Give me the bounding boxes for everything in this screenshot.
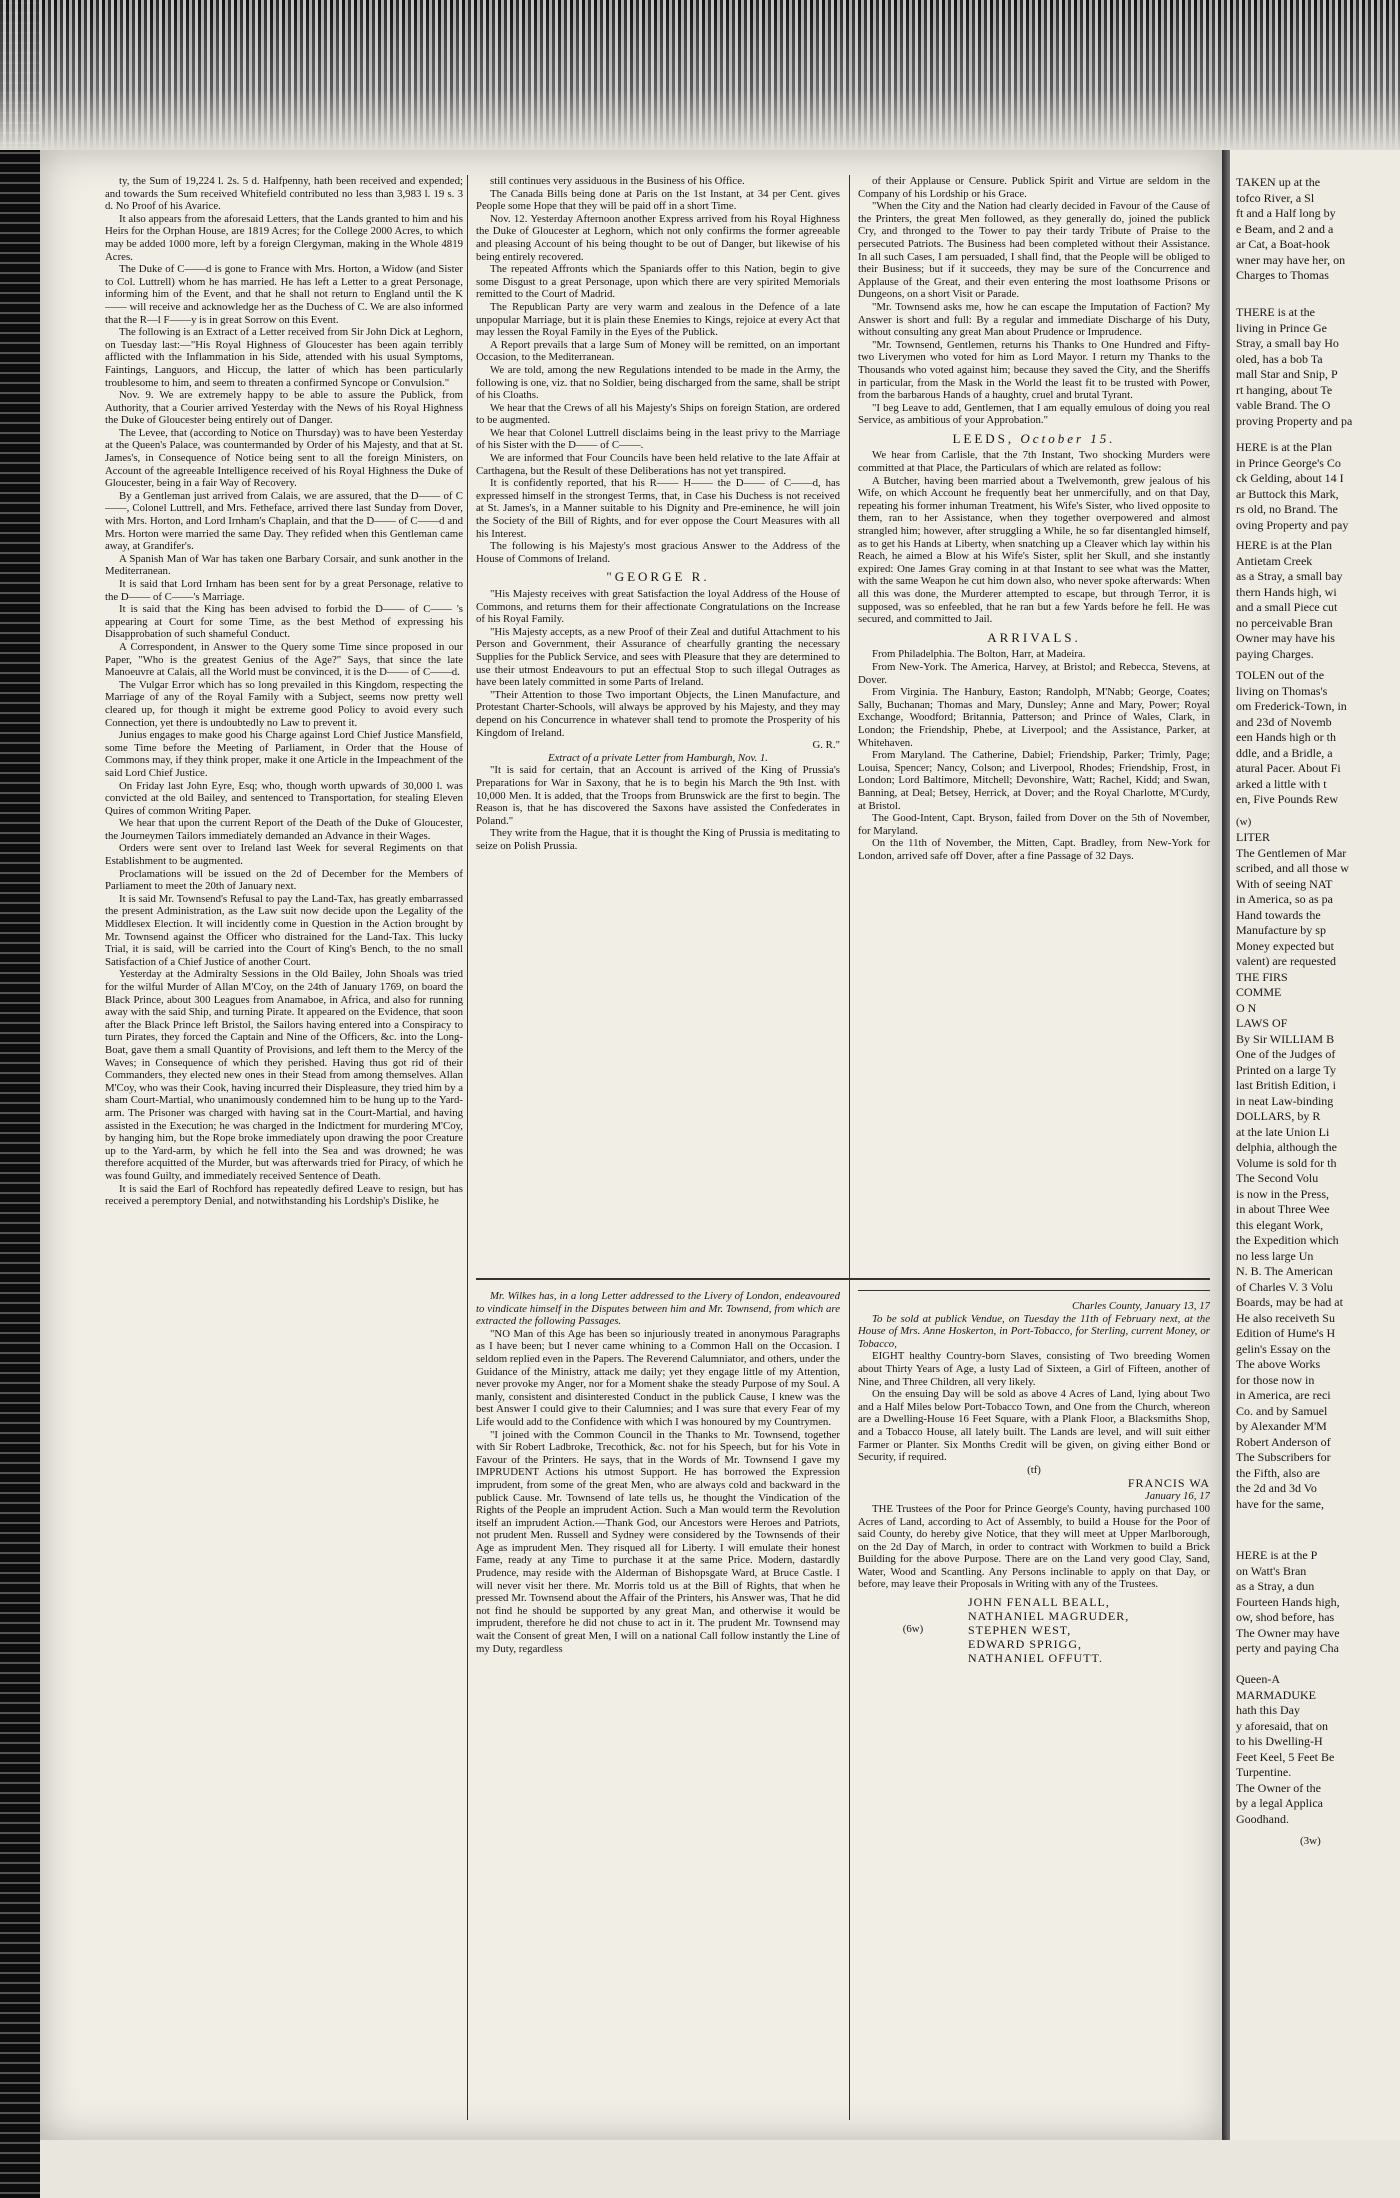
- strip-line: HERE is at the Plan: [1236, 538, 1332, 552]
- strip-line: for those now in: [1236, 1372, 1315, 1387]
- strip-line: The Owner may have: [1236, 1625, 1340, 1640]
- paragraph: We are informed that Four Councils have been held relative to the late Affair at Carthagena, but the Result of these Deliberations has not yet transpired.: [476, 452, 840, 477]
- paragraph: "It is said for certain, that an Account is arrived of the King of Prussia's Preparations for War in Saxony, that he is to begin his March the 9th Inst. with 10,000 Men. It is added, that the Troops from Brunswick are the first to begin. The Reason is, that he has discovered the Saxons have assisted the Confederates in Poland.": [476, 764, 840, 827]
- strip-line: vable Brand. The O: [1236, 398, 1331, 412]
- strip-line: Robert Anderson of: [1236, 1434, 1331, 1449]
- arrival-entry: From Maryland. The Catherine, Dabiel; Friendship, Parker; Trimly, Page; Louisa, Spencer; Nancy, Colson; and Liverpool, Rhodes; Friendship, Frost, in London; Lord Baltimore, Mitchell; Devonshire, Watt; Rachel, Kidd; and Swan, Banning, at Deal; Betsey, Herrick, at Dover; and the Royal Charlotte, M'Curdy, at Bristol.: [858, 749, 1210, 812]
- strip-line: The Second Volu: [1236, 1171, 1319, 1185]
- royal-answer-heading: "GEORGE R.: [606, 569, 710, 585]
- strip-line: ddle, and a Bridle, a: [1236, 745, 1333, 760]
- strip-line: living in Prince Ge: [1236, 320, 1327, 335]
- strip-line: ar Buttock this Mark,: [1236, 486, 1339, 501]
- strip-line: last British Edition, i: [1236, 1078, 1337, 1092]
- paragraph: The Vulgar Error which has so long prevailed in this Kingdom, respecting the Marriage of any of the Royal Family with a Subject, seems now pretty well cleared up, for though it might be extreme good Policy to avoid every such Connection, yet there is undoubtedly no Law to prevent it.: [105, 678, 463, 729]
- strip-line: wner may have her, on: [1236, 252, 1346, 267]
- strip-line: Feet Keel, 5 Feet Be: [1236, 1749, 1335, 1764]
- strip-run-mark: (3w): [1300, 1835, 1321, 1847]
- strip-line: Boards, may be had at: [1236, 1295, 1343, 1309]
- paragraph: Junius engages to make good his Charge against Lord Chief Justice Mansfield, some Time before the Meeting of Parliament, in Order that the House of Commons may, if they think proper, make it one Article in the Impeachment of the said Lord Chief Justice.: [105, 729, 463, 779]
- paragraph: It is said the Earl of Rochford has repeatedly defired Leave to resign, but has received a peremptory Denial, and notwithstanding his Lordship's Dislike, he: [105, 1182, 463, 1208]
- strip-line: TAKEN up at the: [1236, 175, 1321, 189]
- paragraph: "I beg Leave to add, Gentlemen, that I am equally emulous of doing you real Service, as ambitious of your Approbation.": [858, 401, 1210, 427]
- strip-ad: [1236, 440, 1400, 533]
- strip-ad: [1236, 1548, 1400, 1657]
- paragraph: ty, the Sum of 19,224 l. 2s. 5 d. Halfpenny, hath been received and expended; and towards the Sum received Whitefield contributed no less than 3,983 l. 19 s. 3 d. No Proof of his Avarice.: [105, 175, 463, 213]
- ad-signature: FRANCIS WA: [1127, 1476, 1210, 1491]
- strip-line: N. B. The American: [1236, 1264, 1333, 1278]
- ad-run-mark: (6w): [902, 1623, 924, 1636]
- signer: NATHANIEL OFFUTT.: [968, 1651, 1103, 1666]
- scan-bottom-edge: [40, 2140, 1400, 2198]
- strip-line: the Fifth, also are: [1236, 1465, 1320, 1480]
- strip-line: Edition of Hume's H: [1236, 1326, 1336, 1340]
- strip-line: Queen-A: [1236, 1672, 1280, 1686]
- strip-line: as a Stray, a dun: [1236, 1579, 1315, 1593]
- paragraph: It is confidently reported, that his R—— H—— the D—— of C——d, has expressed himself in the strongest Terms, that, in Case his Duchess is not received at St. James's, in a Manner suitable to his Dignity and Pre-eminence, he will join the Society of the Bill of Rights, and for ever oppose the Court Measures with all his Interest.: [476, 477, 840, 540]
- paragraph: Nov. 12. Yesterday Afternoon another Express arrived from his Royal Highness the Duke of Gloucester at Leghorn, which not only confirms the former agreeable and pleasing Account of his being thought to be out of Danger, but likewise of his being entirely recovered.: [476, 212, 840, 263]
- paragraph: The repeated Affronts which the Spaniards offer to this Nation, begin to give some Disgust to a great Personage, upon which there are very spirited Memorials remitted to the Court of Madrid.: [476, 263, 840, 301]
- strip-line: thern Hands high, wi: [1236, 584, 1337, 599]
- strip-line: en, Five Pounds Rew: [1236, 792, 1338, 806]
- paragraph: It is said that the King has been advised to forbid the D—— of C—— 's appearing at Court for some Time, as the best Method of expressing his Disapprobation of such shameful Conduct.: [105, 603, 463, 641]
- strip-line: in neat Law-binding: [1236, 1093, 1334, 1108]
- paragraph: A Report prevails that a large Sum of Money will be remitted, on an important Occasion, to the Mediterranean.: [476, 338, 840, 364]
- strip-line: have for the same,: [1236, 1496, 1324, 1511]
- paragraph: The Duke of C——d is gone to France with Mrs. Horton, a Widow (and Sister to Col. Luttrell) whom he has married. He has left a Letter to a great Personage, informing him of the Event, and that he shall not return to England until the K—— will receive and acknowledge her as the Duchess of C. We are also informed that the R—l F——y is in great Sorrow on this Event.: [105, 263, 463, 326]
- strip-line: The Gentlemen of Mar: [1236, 845, 1347, 860]
- paragraph: We hear that Colonel Luttrell disclaims being in the least privy to the Marriage of his Sister with the D—— of C——.: [476, 426, 840, 452]
- column-rule: [849, 175, 850, 2120]
- strip-line: Volume is sold for th: [1236, 1155, 1337, 1170]
- strip-line: oving Property and pay: [1236, 517, 1349, 532]
- strip-line: Stray, a small bay Ho: [1236, 336, 1339, 350]
- strip-line: this elegant Work,: [1236, 1217, 1324, 1232]
- strip-line: HERE is at the Plan: [1236, 440, 1332, 454]
- strip-line: O N: [1236, 1000, 1257, 1015]
- strip-line: perty and paying Cha: [1236, 1641, 1339, 1655]
- strip-line: by a legal Applica: [1236, 1796, 1323, 1810]
- strip-line: ow, shod before, has: [1236, 1610, 1335, 1624]
- strip-line: by Alexander M'M: [1236, 1419, 1327, 1433]
- paragraph: The Republican Party are very warm and zealous in the Defence of a late unpopular Marriage, but it is plain these Enemies to Kings, rejoice at every Act that may lessen the Royal Family in the Eyes of the Publick.: [476, 300, 840, 339]
- paragraph: A Butcher, having been married about a Twelvemonth, grew jealous of his Wife, on which Account he frequently beat her unmercifully, and on that Day, repeating his former inhuman Treatment, his Wife's Sister, who lived opposite to them, ran to her Assistance, when they together overpowered and almost strangled him; however, after struggling a While, he so far disentangled himself, as to get his Hands at Liberty, when snatching up a Cleaver which lay within his Reach, he aimed a Blow at his Wife's Sister, split her Skull, and she instantly expired: One James Gray coming in at that Instant to see what was the Matter, with the same Weapon he cut him down also, who never spoke afterwards: When all this was done, the Murderer attempted to escape, but through Terror, it is supposed, was so enfeebled, that he ran but a few Yards before he fell. He was secured, and committed to Jail.: [858, 474, 1210, 626]
- strip-line: LITER: [1236, 830, 1270, 844]
- strip-line: TOLEN out of the: [1236, 668, 1325, 682]
- strip-line: ft and a Half long by: [1236, 206, 1336, 220]
- strip-line: THERE is at the: [1236, 305, 1315, 319]
- hamburg-heading: Extract of a private Letter from Hamburgh, Nov. 1.: [547, 751, 768, 764]
- paragraph: The following is his Majesty's most gracious Answer to the Address of the House of Commons of Ireland.: [476, 540, 840, 565]
- ad-intro: To be sold at publick Vendue, on Tuesday the 11th of February next, at the House of Mrs. Anne Hoskerton, in Port-Tobacco, for Sterling, current Money, or Tobacco,: [858, 1312, 1210, 1350]
- scan-left-edge: [0, 0, 40, 2198]
- strip-ad: [1236, 538, 1400, 662]
- wilkes-letter: [476, 1290, 840, 2120]
- strip-line: He also receiveth Su: [1236, 1310, 1335, 1325]
- strip-line: Goodhand.: [1236, 1811, 1289, 1826]
- strip-line: to his Dwelling-H: [1236, 1734, 1323, 1748]
- strip-line: een Hands high or th: [1236, 730, 1336, 744]
- advertisements: [858, 1300, 1210, 2120]
- column-3: [858, 175, 1210, 1300]
- strip-line: as a Stray, a small bay: [1236, 569, 1343, 583]
- strip-line: om Frederick-Town, in: [1236, 699, 1347, 713]
- dateline-date: October 15.: [1020, 430, 1116, 446]
- strip-line: Turpentine.: [1236, 1765, 1292, 1779]
- strip-line: rs old, no Brand. The: [1236, 502, 1338, 516]
- arrival-entry: From Virginia. The Hanbury, Easton; Randolph, M'Nabb; George, Coates; Sally, Buchanan; Thomas and Mary, Dunsley; Anne and Mary, Power; Royal Exchange, Woodford; Britannia, Patterson; and Prince of Wales, Clark, in London; the Friendship, Phebe, at Liverpool; and the Assistance, Parker, at Whitehaven.: [858, 686, 1210, 749]
- strip-line: at the late Union Li: [1236, 1124, 1330, 1139]
- paragraph: "Mr. Townsend, Gentlemen, returns his Thanks to One Hundred and Fifty-two Liverymen who voted for him as Lord Mayor. I return my Thanks to the Thousands who voted against him; because they saved the City, and the Sheriffs in particular, from the Mask in the World the least fit to be trusted with Power, from the barbarous Hands of a haughty, cruel and brutal Tyrant.: [858, 338, 1210, 402]
- paragraph: They write from the Hague, that it is thought the King of Prussia is meditating to seize on Polish Prussia.: [476, 827, 840, 852]
- ad-body: EIGHT healthy Country-born Slaves, consisting of Two breeding Women about Thirty Years of Age, a lusty Lad of Sixteen, a Girl of Fifteen, another of Nine, and Three Children, all very likely.: [858, 1350, 1210, 1388]
- strip-line: COMME: [1236, 985, 1282, 999]
- signer: EDWARD SPRIGG,: [968, 1637, 1083, 1652]
- strip-line: delphia, although the: [1236, 1140, 1337, 1154]
- arrival-entry: From Philadelphia. The Bolton, Harr, at Madeira.: [872, 648, 1086, 661]
- strip-line: The Owner of the: [1236, 1780, 1321, 1795]
- column-rule: [467, 175, 468, 2120]
- strip-ad: [1236, 1672, 1400, 1827]
- paragraph: A Spanish Man of War has taken one Barbary Corsair, and sunk another in the Mediterranean.: [105, 552, 463, 578]
- strip-line: mall Star and Snip, P: [1236, 367, 1338, 381]
- strip-line: The Subscribers for: [1236, 1450, 1331, 1464]
- paragraph: Nov. 9. We are extremely happy to be able to assure the Publick, from Authority, that a Courier arrived Yesterday with the News of his Royal Highness the Duke of Gloucester being entirely out of Danger.: [105, 389, 463, 427]
- paragraph: We are told, among the new Regulations intended to be made in the Army, the following is one, viz. that no Soldier, being discharged from the same, shall be stript of his Cloaths.: [476, 363, 840, 402]
- paragraph: still continues very assiduous in the Business of his Office.: [490, 175, 745, 187]
- strip-line: Printed on a large Ty: [1236, 1062, 1337, 1077]
- strip-line: By Sir WILLIAM B: [1236, 1031, 1335, 1046]
- strip-line: e Beam, and 2 and a: [1236, 221, 1334, 236]
- strip-line: valent) are requested: [1236, 954, 1336, 968]
- ad-dateline: Charles County, January 13, 17: [1072, 1300, 1210, 1312]
- strip-line: scribed, and all those w: [1236, 861, 1349, 875]
- strip-line: Co. and by Samuel: [1236, 1403, 1328, 1418]
- dateline: [858, 430, 1210, 446]
- ad-body: On the ensuing Day will be sold as above 4 Acres of Land, lying about Two and a Half Miles below Port-Tobacco Town, and One from the Church, whereon are a Dwelling-House 16 Feet Square, with a Plank Floor, a Blacksmiths Shop, and a Tobacco House, all lately built. The Lands are level, and will suit either Farmer or Planter. Six Months Credit will be given, on giving either Bond or Security, if required.: [858, 1388, 1210, 1464]
- strip-line: Fourteen Hands high,: [1236, 1594, 1340, 1609]
- strip-line: and a small Piece cut: [1236, 600, 1338, 614]
- arrival-entry: The Good-Intent, Capt. Bryson, failed from Dover on the 5th of November, for Maryland.: [858, 812, 1210, 837]
- paragraph: The following is an Extract of a Letter received from Sir John Dick at Leghorn, on Tuesday last:—"His Royal Highness of Gloucester has been again terribly afflicted with the Inflammation in his Side, attended with his usual Symptoms, Faintings, Languors, and Hiccup, the latter of which has been particularly troublesome to him, and seem to threaten a confirmed Syncope or Convulsion.": [105, 326, 463, 389]
- strip-line: Antietam Creek: [1236, 553, 1313, 568]
- paragraph: We hear that upon the current Report of the Death of the Duke of Gloucester, the Journeymen Tailors immediately demanded an Advance in their Wages.: [105, 817, 463, 842]
- strip-line: gelin's Essay on the: [1236, 1341, 1331, 1356]
- strip-line: atural Pacer. About Fi: [1236, 761, 1341, 775]
- paragraph: The Canada Bills being done at Paris on the 1st Instant, at 34 per Cent. gives People some Hope that they will be paid off in a short Time.: [476, 187, 840, 213]
- arrival-entry: On the 11th of November, the Mitten, Capt. Bradley, from New-York for London, arrived safe off Dover, after a fine Passage of 32 Days.: [858, 837, 1210, 862]
- strip-ad: [1236, 305, 1400, 429]
- ad-run-mark: (tf): [1027, 1463, 1041, 1476]
- strip-line: THE FIRS: [1236, 969, 1288, 984]
- strip-line: proving Property and pa: [1236, 413, 1353, 428]
- strip-line: on Watt's Bran: [1236, 1563, 1307, 1578]
- strip-run-mark: (w): [1236, 816, 1252, 828]
- paragraph: "His Majesty receives with great Satisfaction the loyal Address of the House of Commons, and returns them for their affectionate Congratulations on the Increase of his Royal Family.: [476, 588, 840, 626]
- paragraph: We hear from Carlisle, that the 7th Instant, Two shocking Murders were committed at that Place, the Particulars of which are related as follow:: [858, 449, 1210, 475]
- paragraph: A Correspondent, in Answer to the Query some Time since proposed in our Paper, "Who is the greatest Genius of the Age?" Says, that since the late Manoeuvre at Calais, all the World must be convinced, it is the D—— of C——d.: [105, 640, 463, 679]
- strip-line: One of the Judges of: [1236, 1047, 1336, 1061]
- ad-dateline: January 16, 17: [1144, 1490, 1210, 1503]
- strip-line: in about Three Wee: [1236, 1202, 1330, 1216]
- strip-line: tofco River, a Sl: [1236, 190, 1315, 205]
- strip-line: in America, are reci: [1236, 1388, 1331, 1402]
- strip-line: MARMADUKE: [1236, 1687, 1317, 1702]
- strip-line: paying Charges.: [1236, 646, 1314, 661]
- signer: JOHN FENALL BEALL,: [968, 1595, 1110, 1610]
- paragraph: It is said that Lord Irnham has been sent for by a great Personage, relative to the D—— of C——'s Marriage.: [105, 578, 463, 603]
- strip-line: and 23d of Novemb: [1236, 714, 1332, 729]
- paragraph: On Friday last John Eyre, Esq; who, though worth upwards of 30,000 l. was convicted at the old Bailey, and sentenced to Transportation, for stealing Eleven Quires of common Writing Paper.: [105, 779, 463, 817]
- strip-line: in Prince George's Co: [1236, 455, 1341, 470]
- arrivals-heading: ARRIVALS.: [987, 629, 1081, 645]
- strip-line: Manufacture by sp: [1236, 923, 1326, 937]
- strip-line: arked a little with t: [1236, 776, 1327, 791]
- strip-line: the Expedition which: [1236, 1233, 1339, 1247]
- strip-line: y aforesaid, that on: [1236, 1718, 1328, 1733]
- signer: STEPHEN WEST,: [968, 1623, 1072, 1638]
- strip-line: oled, has a bob Ta: [1236, 351, 1323, 366]
- paragraph: "Their Attention to those Two important Objects, the Linen Manufacture, and Protestant Charter-Schools, will always be approved by his Majesty, and they may depend on his Concurrence in whatever shall tend to promote the Prosperity of his Kingdom of Ireland.: [476, 688, 840, 739]
- strip-line: of Charles V. 3 Volu: [1236, 1279, 1333, 1294]
- scan-top-edge: [0, 0, 1400, 150]
- strip-line: ck Gelding, about 14 I: [1236, 471, 1344, 485]
- strip-line: DOLLARS, by R: [1236, 1109, 1321, 1123]
- strip-line: hath this Day: [1236, 1703, 1300, 1717]
- paragraph: "When the City and the Nation had clearly decided in Favour of the Cause of the Printers, the great Men followed, as they generally do, joined the publick Cry, and thronged to the Tower to pay their tardy Tribute of Praise to the persecuted Patriots. The Business had been completed without their Assistance. In all such Cases, I am persuaded, I shall find, that the People will be obliged to their Business; but if it succeeds, they may be sure of the Concurrence and Applause of the Great, and their even entering the most loathsome Prisons or Dungeons, on a short Visit or Parade.: [858, 200, 1210, 301]
- letter-intro: Mr. Wilkes has, in a long Letter addressed to the Livery of London, endeavoured to vindicate himself in the Disputes between him and Mr. Townsend, from which are extracted the following Passages.: [476, 1290, 840, 1328]
- strip-line: Money expected but: [1236, 938, 1334, 953]
- strip-line: no less large Un: [1236, 1248, 1314, 1263]
- signer: NATHANIEL MAGRUDER,: [968, 1609, 1130, 1624]
- paragraph: Orders were sent over to Ireland last Week for several Regiments on that Establishment to be augmented.: [105, 842, 463, 868]
- strip-line: no perceivable Bran: [1236, 615, 1333, 630]
- strip-line: living on Thomas's: [1236, 683, 1328, 698]
- arrival-entry: From New-York. The America, Harvey, at Bristol; and Rebecca, Stevens, at Dover.: [858, 660, 1210, 686]
- strip-line: rt hanging, about Te: [1236, 382, 1333, 397]
- strip-line: Owner may have his: [1236, 631, 1335, 645]
- paragraph: of their Applause or Censure. Publick Spirit and Virtue are seldom in the Company of his Lordship or his Grace.: [858, 175, 1210, 200]
- paragraph: The Levee, that (according to Notice on Thursday) was to have been Yesterday at the Queen's Palace, was countermanded by Order of his Majesty, and that at St. James's, in Consequence of Notice being sent to all the foreign Ministers, on Account of the agreeable Intelligence received of his Royal Highness the Duke of Gloucester, being in a fair Way of Recovery.: [105, 426, 463, 490]
- royal-signature: G. R.": [812, 739, 840, 752]
- strip-line: LAWS OF: [1236, 1016, 1288, 1030]
- dateline-place: LEEDS,: [952, 430, 1015, 446]
- ad-body: THE Trustees of the Poor for Prince George's County, having purchased 100 Acres of Land, according to Act of Assembly, to build a House for the Poor of said County, do hereby give Notice, that they will meet at Upper Marlborough, on the 2d Day of March, in order to contract with Workmen to build a Brick Building for the above Purpose. There are on the Land very good Clay, Sand, Water, Wood and Scantling. Any Persons inclinable to apply on that Day, or before, may leave their Proposals in Writing with any of the Trustees.: [858, 1502, 1210, 1591]
- strip-line: The above Works: [1236, 1357, 1321, 1371]
- strip-ad: [1236, 830, 1400, 1512]
- strip-line: With of seeing NAT: [1236, 876, 1333, 891]
- paragraph: It also appears from the aforesaid Letters, that the Lands granted to him and his Heirs for the Orphan House, are 1819 Acres; for the College 2000 Acres, to which may be added 1000 more, left by a foreign Clergyman, making in the Whole 4819 Acres.: [105, 212, 463, 263]
- strip-ad: [1236, 668, 1400, 808]
- strip-line: the 2d and 3d Vo: [1236, 1481, 1317, 1495]
- paragraph: "NO Man of this Age has been so injuriously treated in anonymous Paragraphs as I have been; but I never came whining to a Common Hall on the Occasion. I seldom replied even in the Papers. The Reverend Calumniator, and others, under the Guidance of the Ministry, attack me daily; yet they engage little of my Attention, never provoke my Anger, nor for a Moment shake the steady Purpose of my Soul. A manly, consistent and disinterested Conduct in the publick Cause, I knew was the best Answer I could give to their Calumnies; and I was sure that every Fear of my Life would add to the Confidence with which I was honoured by my Countrymen.: [476, 1327, 840, 1428]
- strip-line: is now in the Press,: [1236, 1186, 1329, 1201]
- paragraph: Proclamations will be issued on the 2d of December for the Members of Parliament to meet the 20th of January next.: [105, 867, 463, 893]
- paragraph: It is said Mr. Townsend's Refusal to pay the Land-Tax, has greatly embarrassed the present Administration, as the Law suit now decide upon the Legality of the Middlesex Election. It will incidently come in Question in the Action brought by Mr. Townsend against the Officer who distrained for the Land-Tax. This lucky Trial, it is said, will be carried into the Court of King's Bench, to the no small Satisfaction of a Chief Justice of another Court.: [105, 892, 463, 968]
- strip-line: Hand towards the: [1236, 907, 1321, 922]
- column-2: [476, 175, 840, 1255]
- column-1: [105, 175, 463, 2125]
- paragraph: "His Majesty accepts, as a new Proof of their Zeal and dutiful Attachment to his Person and Government, their Assurance of chearfully granting the necessary Supplies for the Publick Service, and sees with Pleasure that they are determined to use their utmost Endeavours to put an effectual Stop to such illegal Outrages as have been lately committed in some Parts of Ireland.: [476, 625, 840, 689]
- paragraph: Yesterday at the Admiralty Sessions in the Old Bailey, John Shoals was tried for the wilful Murder of Allan M'Coy, on the 24th of January 1769, on board the Black Prince, about 300 Leagues from Anamaboe, in Africa, and also for running away with the said Ship, and turning Pirate. It appeared on the Evidence, that soon after the Black Prince left Bristol, the Sailors having entered into a Conspiracy to turn Pirates, they forced the Captain and Nine of the Officers, &c. into the Long-Boat, gave them a small Quantity of Provisions, and left them to the Mercy of the Waves; in Consequence of which they perished. Having thus got rid of their Commanders, they elected new ones in their Stead from among themselves. Allan M'Coy, who was their Cook, having incurred their Displeasure, they tried him by a sham Court-Martial, who unanimously condemned him to be hung up to the Yard-arm. The Prisoner was charged with having sat in the Court-Martial, and having assisted in the Execution; he was charged in the Indictment for murdering M'Coy, by hanging him, but the Rope broke immediately upon drawing the poor Creature up to the Yard-arm, by which he fell into the Sea and was drowned; he was therefore acquitted of the Murder, but was afterwards tried for Piracy, of which he was found Guilty, and immediately received Sentence of Death.: [105, 968, 463, 1182]
- strip-line: HERE is at the P: [1236, 1548, 1318, 1562]
- strip-ad: [1236, 175, 1400, 284]
- paragraph: We hear that the Crews of all his Majesty's Ships on foreign Station, are ordered to be augmented.: [476, 401, 840, 427]
- paragraph: "I joined with the Common Council in the Thanks to Mr. Townsend, together with Sir Robert Ladbroke, Trecothick, &c. not for his Speech, but for his Vote in Favour of the Printers. He says, that in the Words of Mr. Townsend I gave my IMPRUDENT Actions his utmost Support. He has borrowed the Expression imprudent, from some of the great Men, who are always cold and backward in the publick Cause. Mr. Townsend of late tells us, he thought the Vindication of the Rights of the People an imprudent Action. Such a Man would term the Revolution itself an imprudent Action.—Thank God, our Ancestors were Heroes and Patriots, not prudent Men. Russell and Sydney were considered by the Townsends of their Age as imprudent Men. They risqued all for Liberty. I will emulate their honest Fame, ready at any Time to purchase it at the same Price. Modern, dastardly Prudence, may reside with the Alderman of Bishopsgate Ward, at Bruce Castle. I will never visit her there. Mr. Morris told us at the Bill of Rights, that when he pressed Mr. Townsend about the Affair of the Printers, his Answer was, That he did not find he should be supported by any great Man, and otherwise it would be imprudent, therefore he did not chuse to act in it. The prudent Mr. Townsend may wait the Consent of great Men, I will on a national Call follow instantly the Line of my Duty, regardless: [476, 1428, 840, 1655]
- strip-line: ar Cat, a Boat-hook: [1236, 237, 1330, 251]
- strip-line: in America, so as pa: [1236, 892, 1333, 906]
- paragraph: By a Gentleman just arrived from Calais, we are assured, that the D—— of C——, Colonel Luttrell, and Mrs. Fetheface, arrived there last Sunday from Dover, with Mrs. Horton, and Lord Irnham's Chaplain, and that the D—— of C——d and Mrs. Horton were married the same Day. They refided when this Gentleman came away, at Grandifer's.: [105, 489, 463, 553]
- paragraph: "Mr. Townsend asks me, how he can escape the Imputation of Faction? My Answer is short and full: By a regular and immediate Discharge of his Duty, without consulting any great Man about Prudence or Imprudence.: [858, 300, 1210, 339]
- page-fold-shadow: [1222, 150, 1230, 2140]
- strip-line: Charges to Thomas: [1236, 268, 1329, 282]
